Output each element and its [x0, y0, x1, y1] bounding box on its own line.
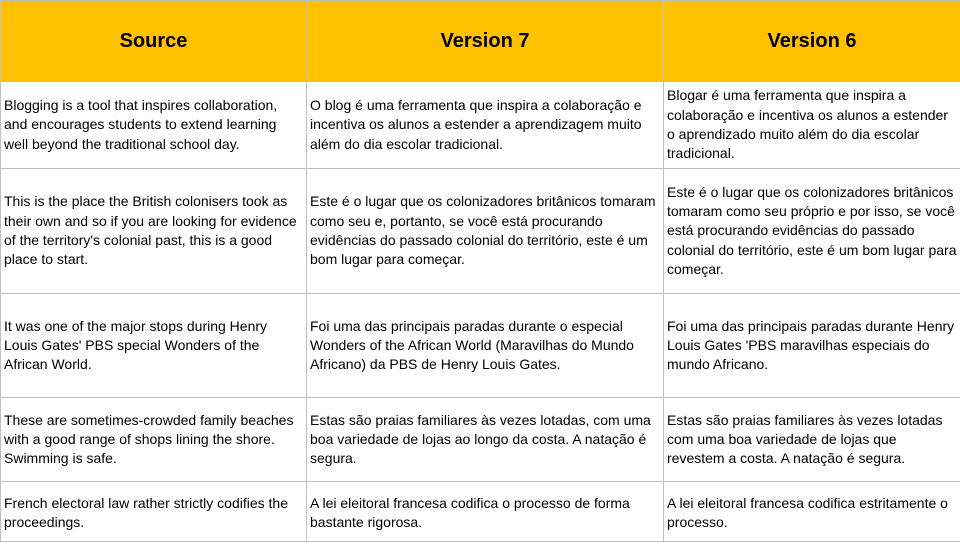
version-7-cell: Este é o lugar que os colonizadores britânicos tomaram como seu e, portanto, se você está procurando evidências do passado colonial do território, este é um bom lugar para começar.	[307, 169, 664, 294]
table-row	[1, 482, 960, 542]
header-row	[1, 1, 960, 82]
table-row	[1, 169, 960, 294]
version-6-cell: Blogar é uma ferramenta que inspira a colaboração e incentiva os alunos a estender o aprendizado muito além do dia escolar tradicional.	[664, 82, 960, 169]
header-version-7: Version 7	[307, 1, 664, 82]
table-row	[1, 294, 960, 398]
header-version-6: Version 6	[664, 1, 960, 82]
table-row	[1, 398, 960, 482]
version-7-cell: A lei eleitoral francesa codifica o processo de forma bastante rigorosa.	[307, 482, 664, 542]
version-6-cell: Foi uma das principais paradas durante Henry Louis Gates 'PBS maravilhas especiais do mundo Africano.	[664, 294, 960, 398]
source-cell: Blogging is a tool that inspires collaboration, and encourages students to extend learning well beyond the traditional school day.	[1, 82, 307, 169]
version-6-cell: Estas são praias familiares às vezes lotadas com uma boa variedade de lojas que revestem a costa. A natação é segura.	[664, 398, 960, 482]
source-cell: It was one of the major stops during Henry Louis Gates' PBS special Wonders of the African World.	[1, 294, 307, 398]
table-body	[1, 82, 960, 542]
version-6-cell: Este é o lugar que os colonizadores britânicos tomaram como seu próprio e por isso, se você está procurando evidências do passado colonial do território, este é um bom lugar para começar.	[664, 169, 960, 294]
version-7-cell: Foi uma das principais paradas durante o especial Wonders of the African World (Maravilhas do Mundo Africano) da PBS de Henry Louis Gates.	[307, 294, 664, 398]
version-7-cell: Estas são praias familiares às vezes lotadas, com uma boa variedade de lojas ao longo da costa. A natação é segura.	[307, 398, 664, 482]
table-header	[1, 1, 960, 82]
table-row	[1, 82, 960, 169]
source-cell: French electoral law rather strictly codifies the proceedings.	[1, 482, 307, 542]
source-cell: This is the place the British colonisers took as their own and so if you are looking for evidence of the territory's colonial past, this is a good place to start.	[1, 169, 307, 294]
version-6-cell: A lei eleitoral francesa codifica estritamente o processo.	[664, 482, 960, 542]
version-7-cell: O blog é uma ferramenta que inspira a colaboração e incentiva os alunos a estender a aprendizagem muito além do dia escolar tradicional.	[307, 82, 664, 169]
header-source: Source	[1, 1, 307, 82]
source-cell: These are sometimes-crowded family beaches with a good range of shops lining the shore. Swimming is safe.	[1, 398, 307, 482]
